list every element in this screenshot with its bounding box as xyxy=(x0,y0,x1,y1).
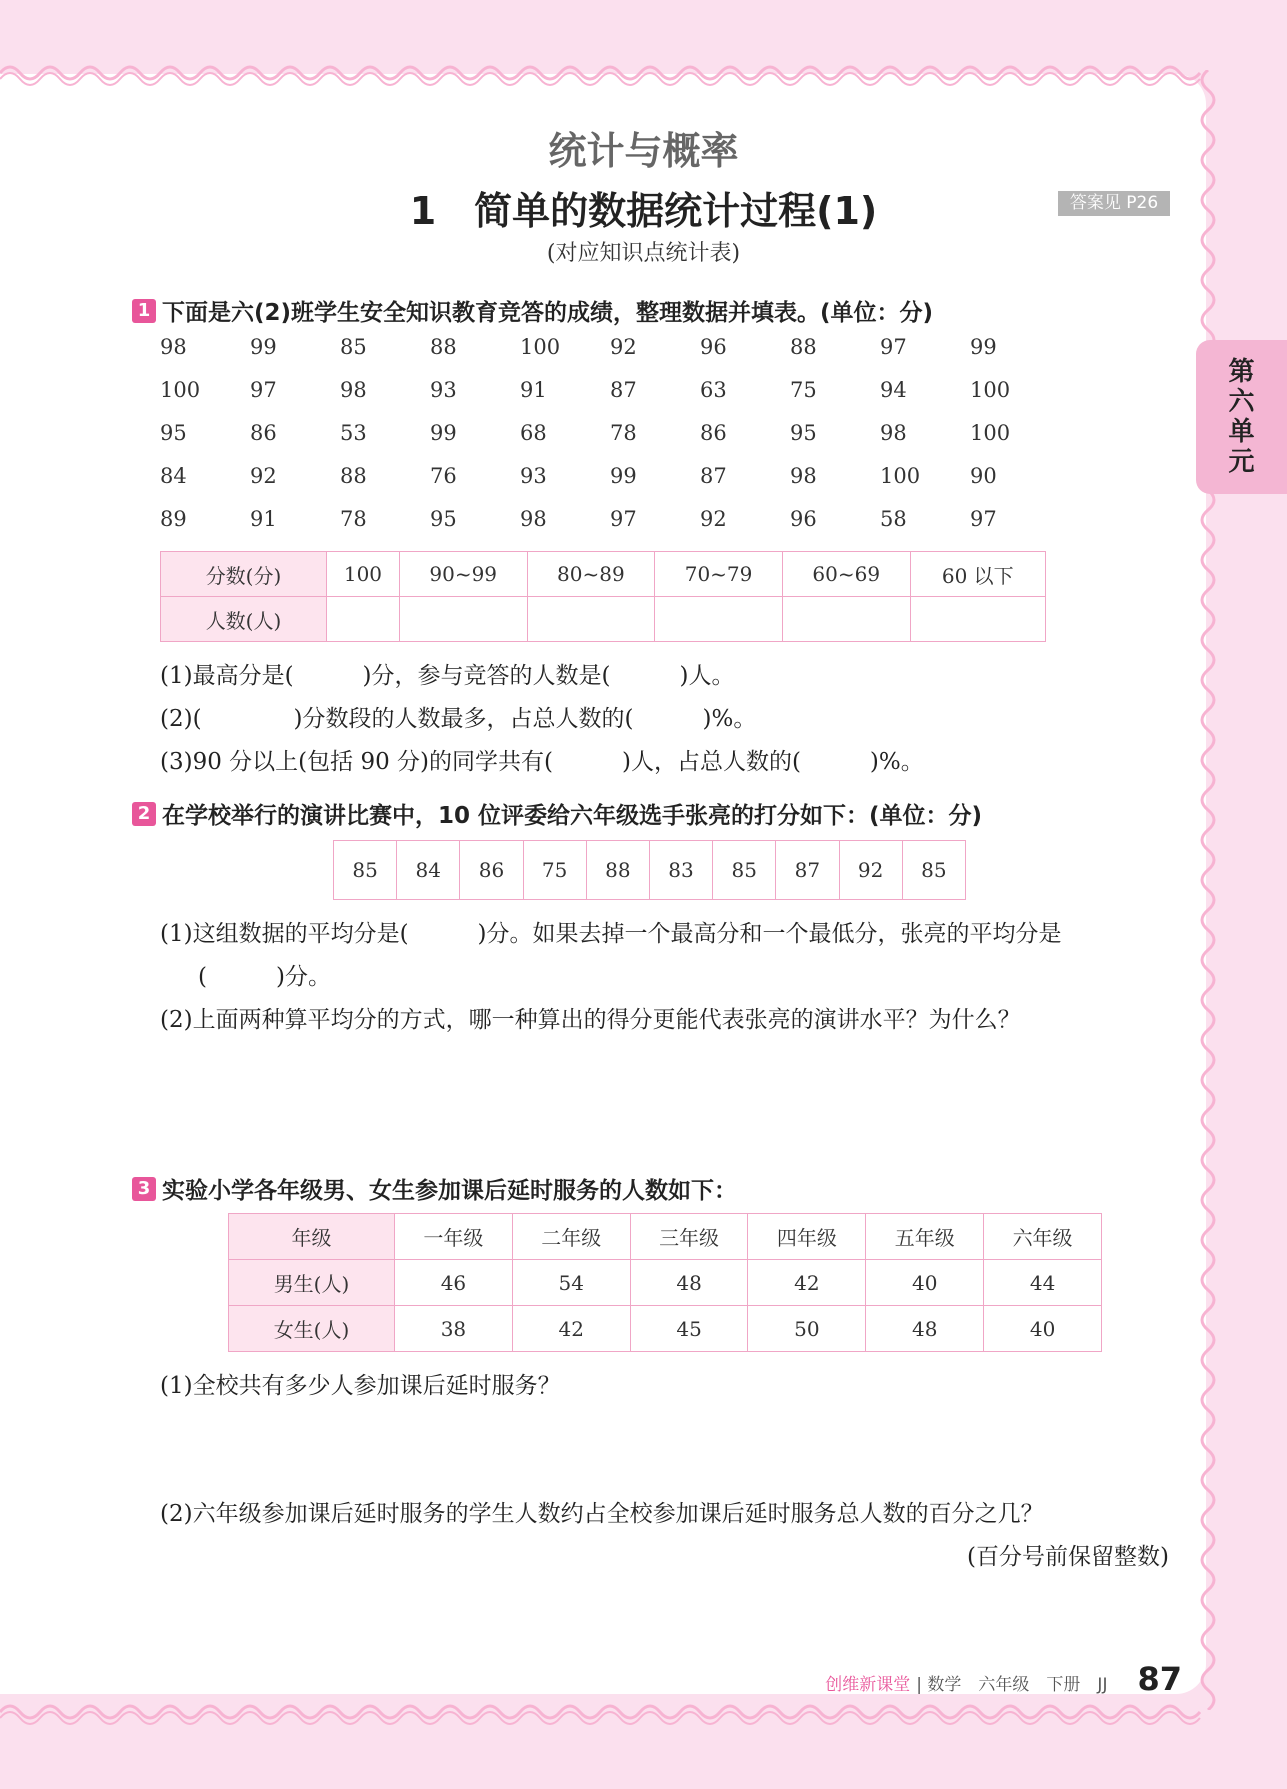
score-value: 91 xyxy=(250,507,277,531)
score-distribution-table xyxy=(160,551,1046,642)
answer-cell[interactable] xyxy=(527,597,655,642)
girls-count-cell: 38 xyxy=(395,1306,513,1352)
wave-border-bottom xyxy=(0,1700,1287,1730)
question-1-sub-2: (2)( )分数段的人数最多，占总人数的( )%。 xyxy=(160,706,757,732)
score-value: 97 xyxy=(250,378,277,402)
score-value: 100 xyxy=(970,421,1011,445)
question-3-sub-2: (2)六年级参加课后延时服务的学生人数约占全校参加课后延时服务总人数的百分之几？ xyxy=(160,1501,1044,1527)
girls-count-cell: 40 xyxy=(984,1306,1102,1352)
question-1-sub-1: (1)最高分是( )分，参与竞答的人数是( )人。 xyxy=(160,663,735,689)
score-value: 98 xyxy=(880,421,907,445)
score-value: 97 xyxy=(970,507,997,531)
score-value: 95 xyxy=(160,421,187,445)
lesson-subtitle: (对应知识点统计表) xyxy=(546,241,741,266)
girls-count-cell: 48 xyxy=(866,1306,984,1352)
score-value: 94 xyxy=(880,378,907,402)
question-2-text: 在学校举行的演讲比赛中，10 位评委给六年级选手张亮的打分如下：(单位：分) xyxy=(162,803,983,829)
question-number-badge: 2 xyxy=(132,802,156,826)
question-3-sub-1: (1)全校共有多少人参加课后延时服务？ xyxy=(160,1373,561,1399)
score-value: 100 xyxy=(970,378,1011,402)
score-value: 75 xyxy=(790,378,817,402)
side-tab-char: 单 xyxy=(1228,417,1255,447)
answer-cell[interactable] xyxy=(782,597,910,642)
answer-cell[interactable] xyxy=(327,597,400,642)
score-value: 88 xyxy=(340,464,367,488)
question-2-sub-1: (1)这组数据的平均分是( )分。如果去掉一个最高分和一个最低分，张亮的平均分是 xyxy=(160,921,1062,947)
score-value: 98 xyxy=(160,335,187,359)
score-value: 98 xyxy=(340,378,367,402)
score-value: 97 xyxy=(610,507,637,531)
score-value: 78 xyxy=(340,507,367,531)
score-value: 99 xyxy=(610,464,637,488)
table-header-cell: 60 以下 xyxy=(910,552,1045,597)
score-value: 85 xyxy=(340,335,367,359)
judge-score-cell: 88 xyxy=(586,841,649,900)
score-value: 86 xyxy=(700,421,727,445)
question-number-badge: 3 xyxy=(132,1177,156,1201)
score-value: 92 xyxy=(700,507,727,531)
question-number-badge: 1 xyxy=(132,299,156,323)
page-footer xyxy=(825,1660,1182,1698)
question-1-score-grid xyxy=(160,334,1060,532)
judge-score-cell: 87 xyxy=(776,841,839,900)
grade-header-cell: 五年级 xyxy=(866,1214,984,1260)
score-value: 63 xyxy=(700,378,727,402)
score-value: 93 xyxy=(520,464,547,488)
question-1-text: 下面是六(2)班学生安全知识教育竞答的成绩，整理数据并填表。(单位：分) xyxy=(162,300,934,326)
answer-cell[interactable] xyxy=(655,597,783,642)
score-value: 86 xyxy=(250,421,277,445)
table-header-cell: 60~69 xyxy=(782,552,910,597)
table-header-cell: 70~79 xyxy=(655,552,783,597)
judge-score-cell: 84 xyxy=(397,841,460,900)
table-header-cell: 分数(分) xyxy=(161,552,327,597)
question-3-text: 实验小学各年级男、女生参加课后延时服务的人数如下： xyxy=(162,1178,737,1204)
question-1-prompt xyxy=(132,294,933,327)
question-3-prompt xyxy=(132,1172,737,1205)
judge-score-cell: 85 xyxy=(713,841,776,900)
score-value: 100 xyxy=(880,464,921,488)
score-value: 53 xyxy=(340,421,367,445)
score-value: 95 xyxy=(430,507,457,531)
score-value: 87 xyxy=(610,378,637,402)
table-header-cell: 100 xyxy=(327,552,400,597)
girls-count-cell: 42 xyxy=(512,1306,630,1352)
score-value: 78 xyxy=(610,421,637,445)
question-1-sub-3: (3)90 分以上(包括 90 分)的同学共有( )人，占总人数的( )%。 xyxy=(160,749,924,775)
answer-cell[interactable] xyxy=(399,597,527,642)
table-header-cell: 年级 xyxy=(229,1214,395,1260)
boys-count-cell: 40 xyxy=(866,1260,984,1306)
table-header-cell: 90~99 xyxy=(399,552,527,597)
footer-book-info: | 数学 六年级 下册 JJ xyxy=(916,1675,1108,1695)
girls-count-cell: 45 xyxy=(630,1306,748,1352)
score-value: 58 xyxy=(880,507,907,531)
side-tab-char: 第 xyxy=(1228,357,1255,387)
grade-header-cell: 四年级 xyxy=(748,1214,866,1260)
table-header-cell: 80~89 xyxy=(527,552,655,597)
judge-score-cell: 85 xyxy=(334,841,397,900)
score-value: 68 xyxy=(520,421,547,445)
score-value: 100 xyxy=(520,335,561,359)
wave-border-top xyxy=(0,58,1287,88)
judge-score-cell: 86 xyxy=(460,841,523,900)
judge-score-cell: 92 xyxy=(839,841,902,900)
question-2-sub-2: (2)上面两种算平均分的方式，哪一种算出的得分更能代表张亮的演讲水平？为什么？ xyxy=(160,1007,1021,1033)
category-heading: 统计与概率 xyxy=(548,129,739,173)
side-tab-char: 元 xyxy=(1228,447,1255,477)
grade-header-cell: 二年级 xyxy=(512,1214,630,1260)
boys-count-cell: 44 xyxy=(984,1260,1102,1306)
score-value: 89 xyxy=(160,507,187,531)
judge-scores-table xyxy=(333,840,966,900)
score-value: 98 xyxy=(790,464,817,488)
answer-ref-badge: 答案见 P26 xyxy=(1058,191,1170,216)
score-value: 95 xyxy=(790,421,817,445)
grade-header-cell: 一年级 xyxy=(395,1214,513,1260)
wave-border-right xyxy=(1196,70,1226,1710)
judge-score-cell: 75 xyxy=(523,841,586,900)
boys-count-cell: 54 xyxy=(512,1260,630,1306)
score-value: 99 xyxy=(430,421,457,445)
score-value: 100 xyxy=(160,378,201,402)
girls-count-cell: 50 xyxy=(748,1306,866,1352)
grade-header-cell: 三年级 xyxy=(630,1214,748,1260)
page-number: 87 xyxy=(1137,1660,1182,1698)
answer-cell[interactable] xyxy=(910,597,1045,642)
lesson-title: 1 简单的数据统计过程(1) xyxy=(409,189,878,233)
table-row-label: 人数(人) xyxy=(161,597,327,642)
boys-count-cell: 42 xyxy=(748,1260,866,1306)
judge-score-cell: 85 xyxy=(902,841,965,900)
score-value: 92 xyxy=(250,464,277,488)
score-value: 84 xyxy=(160,464,187,488)
score-value: 99 xyxy=(250,335,277,359)
score-value: 87 xyxy=(700,464,727,488)
table-row-label: 男生(人) xyxy=(229,1260,395,1306)
score-value: 96 xyxy=(790,507,817,531)
boys-count-cell: 46 xyxy=(395,1260,513,1306)
score-value: 90 xyxy=(970,464,997,488)
unit-side-tab xyxy=(1196,340,1287,494)
score-value: 99 xyxy=(970,335,997,359)
score-value: 92 xyxy=(610,335,637,359)
table-row-label: 女生(人) xyxy=(229,1306,395,1352)
after-school-service-table xyxy=(228,1213,1102,1352)
score-value: 88 xyxy=(790,335,817,359)
score-value: 76 xyxy=(430,464,457,488)
question-3-sub-2-note: (百分号前保留整数) xyxy=(967,1544,1169,1570)
boys-count-cell: 48 xyxy=(630,1260,748,1306)
score-value: 96 xyxy=(700,335,727,359)
grade-header-cell: 六年级 xyxy=(984,1214,1102,1260)
question-2-prompt xyxy=(132,797,982,830)
question-2-sub-1-cont: ( )分。 xyxy=(198,964,331,990)
score-value: 93 xyxy=(430,378,457,402)
side-tab-char: 六 xyxy=(1228,387,1255,417)
score-value: 97 xyxy=(880,335,907,359)
score-value: 98 xyxy=(520,507,547,531)
score-value: 91 xyxy=(520,378,547,402)
score-value: 88 xyxy=(430,335,457,359)
footer-brand: 创维新课堂 xyxy=(825,1675,911,1695)
judge-score-cell: 83 xyxy=(649,841,712,900)
